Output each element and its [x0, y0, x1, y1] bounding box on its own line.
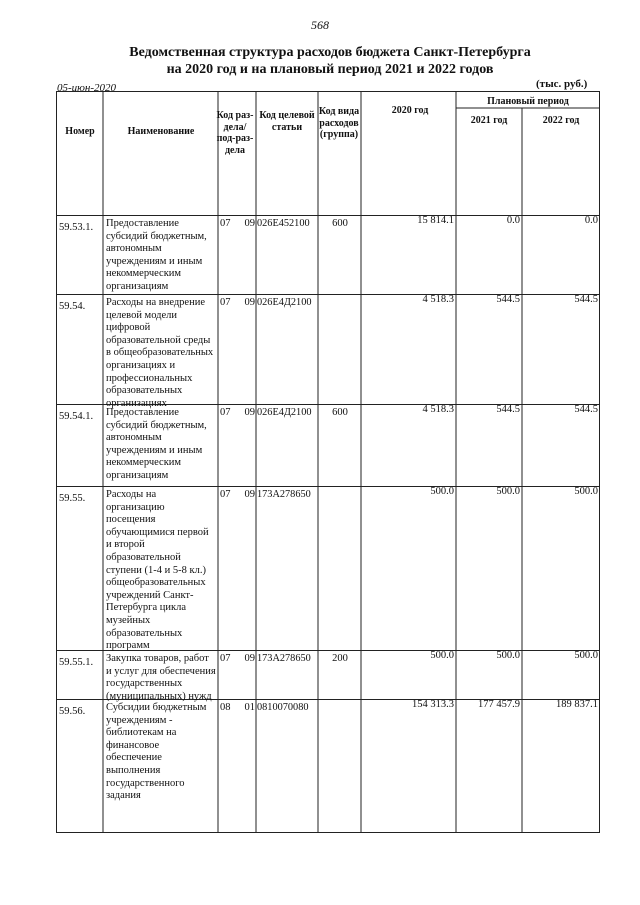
row-section-code: 07 [220, 297, 231, 308]
row-amount-2020: 15 814.1 [417, 215, 454, 226]
header-2022: 2022 год [542, 115, 580, 126]
row-amount-2022: 0.0 [584, 215, 598, 226]
row-amount-2022: 189 837.1 [556, 699, 598, 710]
row-amount-2021: 544.5 [496, 404, 520, 415]
row-amount-2021: 500.0 [496, 650, 520, 661]
header-section: Код раз-дела/ под-раз-дела [216, 110, 254, 156]
title-line-1: Ведомственная структура расходов бюджета Санкт-Петербурга [129, 45, 531, 60]
header-2020: 2020 год [391, 105, 429, 116]
row-amount-2020: 4 518.3 [422, 294, 454, 305]
row-section-code: 08 [220, 702, 231, 713]
row-subsection-code: 09 [244, 489, 255, 500]
row-name: Субсидии бюджетным учреждениям - библиотекам на финансовое обеспечение выполнения государственного задания [106, 702, 207, 802]
document-title [60, 44, 600, 78]
row-number: 59.56. [59, 706, 86, 717]
row-amount-2021: 177 457.9 [478, 699, 520, 710]
title-line-2: на 2020 год и на плановый период 2021 и 2022 годов [166, 62, 494, 77]
page-number: 568 [311, 18, 329, 32]
row-expense-type: 200 [332, 653, 348, 664]
row-name: Предоставление субсидий бюджетным, автономным учреждениям и иным некоммерческим организациям [106, 218, 207, 292]
header-number: Номер [65, 126, 95, 137]
row-target-code: 173A278650 [257, 489, 311, 500]
row-amount-2022: 500.0 [574, 650, 598, 661]
row-expense-type: 600 [332, 407, 348, 418]
row-number: 59.54.1. [59, 411, 94, 422]
row-name: Расходы на организацию посещения обучающимися первой и второй образовательной ступени (1-4 и 5-8 кл.) общеобразовательных учреждений Санкт-Петербурга цикла музейных образовательных программ [106, 489, 209, 652]
row-amount-2021: 0.0 [506, 215, 520, 226]
row-amount-2021: 544.5 [496, 294, 520, 305]
row-number: 59.54. [59, 301, 86, 312]
row-amount-2020: 4 518.3 [422, 404, 454, 415]
row-number: 59.53.1. [59, 222, 94, 233]
header-target: Код целевой статьи [259, 110, 315, 133]
row-number: 59.55. [59, 493, 86, 504]
row-section-code: 07 [220, 407, 231, 418]
row-amount-2020: 500.0 [430, 486, 454, 497]
row-number: 59.55.1. [59, 657, 94, 668]
row-section-code: 07 [220, 218, 231, 229]
row-name: Закупка товаров, работ и услуг для обеспечения государственных (муниципальных) нужд [106, 653, 216, 702]
row-target-code: 026E4Д2100 [257, 297, 312, 308]
row-section-code: 07 [220, 653, 231, 664]
row-amount-2021: 500.0 [496, 486, 520, 497]
row-target-code: 0810070080 [257, 702, 309, 713]
row-subsection-code: 09 [244, 407, 255, 418]
row-expense-type: 600 [332, 218, 348, 229]
row-amount-2022: 544.5 [574, 294, 598, 305]
row-subsection-code: 09 [244, 297, 255, 308]
row-subsection-code: 01 [244, 702, 255, 713]
row-amount-2020: 500.0 [430, 650, 454, 661]
row-subsection-code: 09 [244, 653, 255, 664]
row-amount-2020: 154 313.3 [412, 699, 454, 710]
header-2021: 2021 год [470, 115, 508, 126]
row-target-code: 026E452100 [257, 218, 310, 229]
row-section-code: 07 [220, 489, 231, 500]
units-label: (тыс. руб.) [536, 78, 588, 90]
row-amount-2022: 544.5 [574, 404, 598, 415]
row-amount-2022: 500.0 [574, 486, 598, 497]
header-name: Наименование [127, 126, 195, 137]
header-type: Код вида расходов (группа) [318, 106, 360, 140]
row-subsection-code: 09 [244, 218, 255, 229]
header-planned-period: Плановый период [487, 96, 569, 107]
document-date: 05-июн-2020 [57, 82, 117, 94]
row-target-code: 173A278650 [257, 653, 311, 664]
row-target-code: 026E4Д2100 [257, 407, 312, 418]
row-name: Предоставление субсидий бюджетным, автономным учреждениям и иным некоммерческим организациям [106, 407, 207, 481]
row-name: Расходы на внедрение целевой модели цифровой образовательной среды в общеобразовательных организациях и профессиональных образовательных организациях [106, 297, 214, 409]
